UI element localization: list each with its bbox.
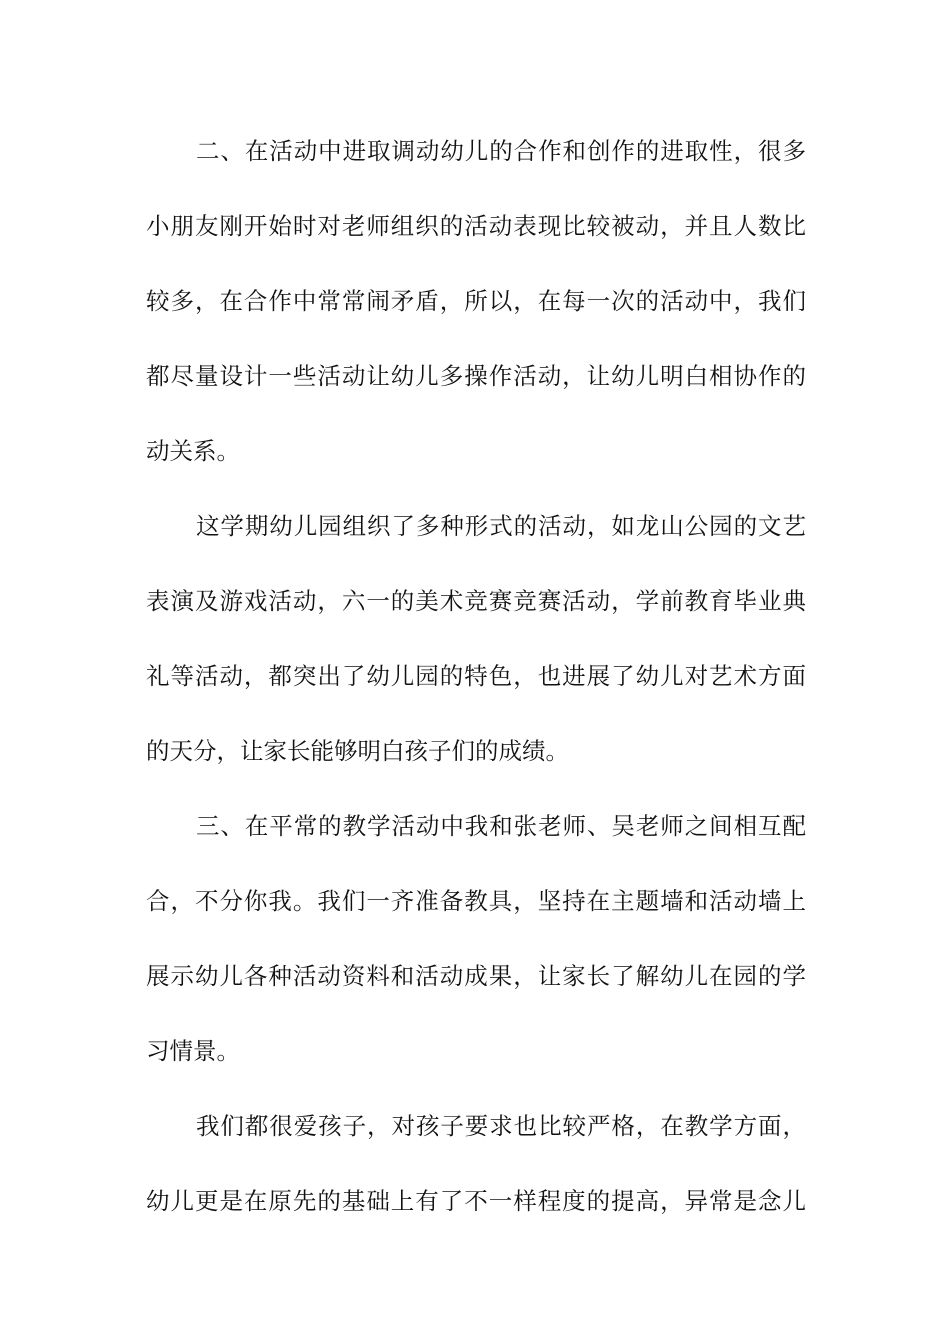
paragraph-1-line-2: 小朋友刚开始时对老师组织的活动表现比较被动，并且人数比 bbox=[146, 212, 806, 240]
paragraph-3-line-4: 习情景。 bbox=[146, 1037, 240, 1065]
paragraph-1-line-4: 都尽量设计一些活动让幼儿多操作活动，让幼儿明白相协作的 bbox=[146, 362, 806, 390]
paragraph-2-line-4: 的天分，让家长能够明白孩子们的成绩。 bbox=[146, 737, 569, 765]
paragraph-3-line-2: 合，不分你我。我们一齐准备教具，坚持在主题墙和活动墙上 bbox=[146, 887, 806, 915]
paragraph-1-line-1: 二、在活动中进取调动幼儿的合作和创作的进取性，很多 bbox=[196, 137, 806, 165]
paragraph-4-line-2: 幼儿更是在原先的基础上有了不一样程度的提高，异常是念儿 bbox=[146, 1187, 806, 1215]
paragraph-2-line-2: 表演及游戏活动，六一的美术竞赛竞赛活动，学前教育毕业典 bbox=[146, 587, 806, 615]
paragraph-3-line-1: 三、在平常的教学活动中我和张老师、吴老师之间相互配 bbox=[196, 812, 806, 840]
paragraph-4-line-1: 我们都很爱孩子，对孩子要求也比较严格，在教学方面， bbox=[196, 1112, 806, 1140]
paragraph-2-line-1: 这学期幼儿园组织了多种形式的活动，如龙山公园的文艺 bbox=[196, 512, 806, 540]
paragraph-3-line-3: 展示幼儿各种活动资料和活动成果，让家长了解幼儿在园的学 bbox=[146, 962, 806, 990]
paragraph-1-line-3: 较多，在合作中常常闹矛盾，所以，在每一次的活动中，我们 bbox=[146, 287, 806, 315]
paragraph-2-line-3: 礼等活动，都突出了幼儿园的特色，也进展了幼儿对艺术方面 bbox=[146, 662, 806, 690]
paragraph-1-line-5: 动关系。 bbox=[146, 437, 240, 465]
